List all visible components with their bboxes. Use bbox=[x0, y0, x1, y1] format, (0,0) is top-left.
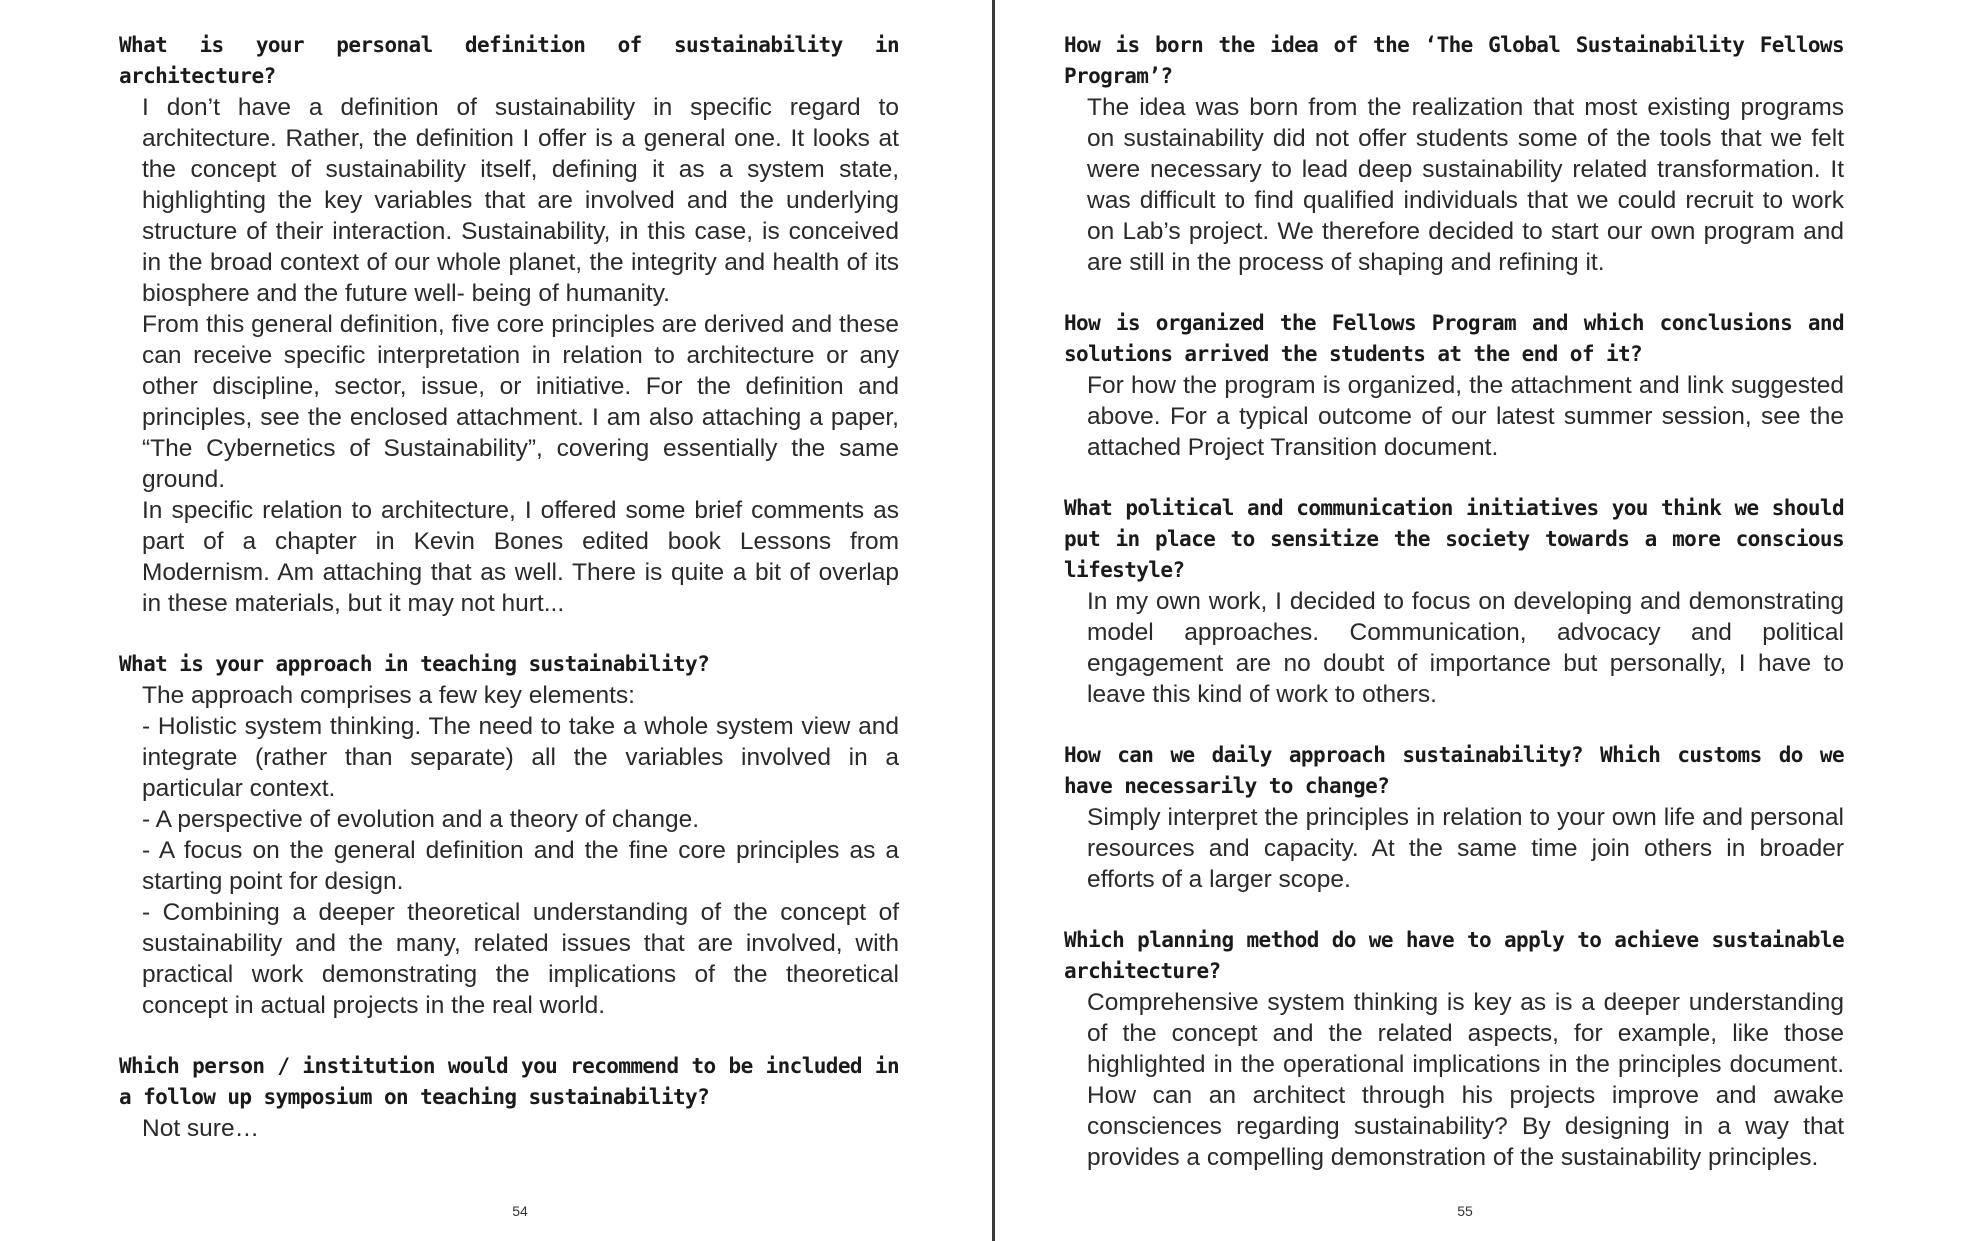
question: How is organized the Fellows Program and which conclusions and solutions arrived the students at the end of it? bbox=[1064, 311, 1844, 366]
answer-paragraph: I don’t have a definition of sustainability in specific regard to architecture. Rather, the definition I offer is a general one. It looks at the concept of sustainability itself, defining it as a system state, highlighting the key variables that are involved and the underlying structure of their interaction. Sustainability, in this case, is conceived in the broad context of our whole planet, the integrity and health of its biosphere and the future well- being of humanity. bbox=[142, 94, 899, 307]
qa-block bbox=[1064, 925, 1844, 1173]
right-page bbox=[995, 0, 1985, 1241]
question: How can we daily approach sustainability? Which customs do we have necessarily to change? bbox=[1064, 743, 1844, 798]
qa-block bbox=[119, 30, 899, 619]
question: What political and communication initiatives you think we should put in place to sensitize the society towards a more conscious lifestyle? bbox=[1064, 496, 1844, 582]
answer-list-item: - A perspective of evolution and a theory of change. bbox=[142, 806, 700, 833]
right-column bbox=[1064, 30, 1844, 1203]
page-number: 55 bbox=[1457, 1203, 1473, 1219]
answer-paragraph: Comprehensive system thinking is key as is a deeper understanding of the concept and the related aspects, for example, like those highlighted in the operational implications in the principles document. How can an architect through his projects improve and awake consciences regarding sustainability? By designing in a way that provides a compelling demonstration of the sustainability principles. bbox=[1087, 989, 1844, 1171]
qa-block bbox=[1064, 30, 1844, 278]
answer-paragraph: The approach comprises a few key elements: bbox=[142, 682, 635, 709]
answer-paragraph: Simply interpret the principles in relation to your own life and personal resources and capacity. At the same time join others in broader efforts of a larger scope. bbox=[1087, 804, 1844, 893]
question: What is your approach in teaching sustainability? bbox=[119, 652, 710, 676]
answer-paragraph: From this general definition, five core principles are derived and these can receive specific interpretation in relation to architecture or any other discipline, sector, issue, or initiative. For the definition and principles, see the enclosed attachment. I am also attaching a paper, “The Cybernetics of Sustainability”, covering essentially the same ground. bbox=[142, 311, 899, 493]
answer-list-item: - Combining a deeper theoretical understanding of the concept of sustainability and the many, related issues that are involved, with practical work demonstrating the implications of the theoretical concept in actual projects in the real world. bbox=[142, 899, 899, 1019]
answer-paragraph: For how the program is organized, the attachment and link suggested above. For a typical outcome of our latest summer session, see the attached Project Transition document. bbox=[1087, 372, 1844, 461]
question: What is your personal definition of sustainability in architecture? bbox=[119, 33, 899, 88]
answer-paragraph: Not sure… bbox=[142, 1115, 260, 1142]
qa-block bbox=[1064, 740, 1844, 895]
answer-list-item: - A focus on the general definition and the fine core principles as a starting point for design. bbox=[142, 837, 899, 895]
left-page bbox=[0, 0, 992, 1241]
answer-paragraph: The idea was born from the realization that most existing programs on sustainability did not offer students some of the tools that we felt were necessary to lead deep sustainability related transformation. It was difficult to find qualified individuals that we could recruit to work on Lab’s project. We therefore decided to start our own program and are still in the process of shaping and refining it. bbox=[1087, 94, 1844, 276]
question: How is born the idea of the ‘The Global Sustainability Fellows Program’? bbox=[1064, 33, 1844, 88]
qa-block bbox=[1064, 493, 1844, 710]
page-number: 54 bbox=[512, 1203, 528, 1219]
answer-paragraph: In my own work, I decided to focus on developing and demonstrating model approaches. Communication, advocacy and political engagement are no doubt of importance but personally, I have to leave this kind of work to others. bbox=[1087, 588, 1844, 708]
question: Which person / institution would you recommend to be included in a follow up symposium on teaching sustainability? bbox=[119, 1054, 899, 1109]
answer-list-item: - Holistic system thinking. The need to take a whole system view and integrate (rather than separate) all the variables involved in a particular context. bbox=[142, 713, 899, 802]
left-column bbox=[119, 30, 899, 1174]
qa-block bbox=[119, 649, 899, 1021]
answer-paragraph: In specific relation to architecture, I offered some brief comments as part of a chapter in Kevin Bones edited book Lessons from Modernism. Am attaching that as well. There is quite a bit of overlap in these materials, but it may not hurt... bbox=[142, 497, 899, 617]
qa-block bbox=[1064, 308, 1844, 463]
question: Which planning method do we have to apply to achieve sustainable architecture? bbox=[1064, 928, 1844, 983]
qa-block bbox=[119, 1051, 899, 1144]
